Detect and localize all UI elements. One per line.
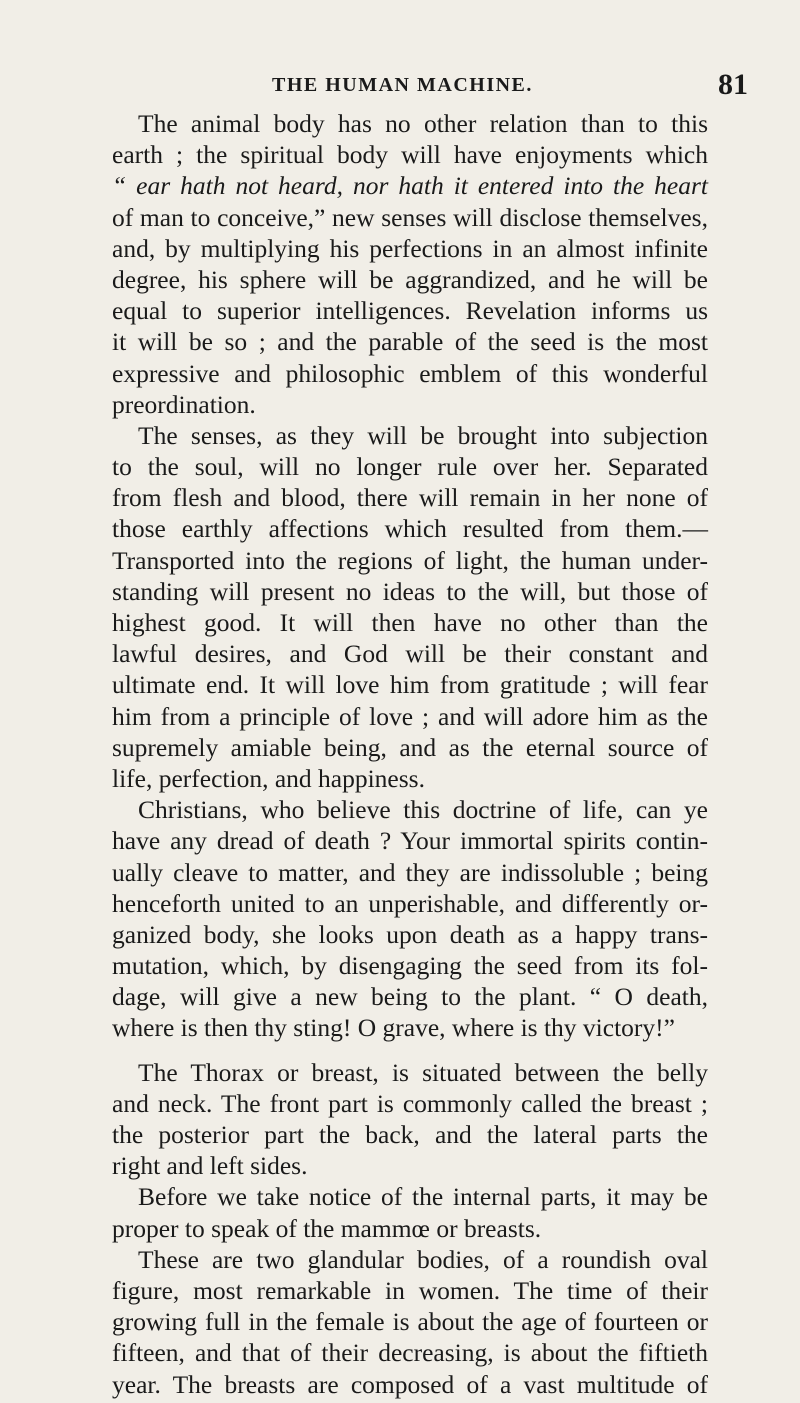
- page-number: 81: [718, 68, 748, 101]
- text-line: equal to superior intelligences. Revelation informs us: [112, 296, 708, 326]
- text-line: life, perfection, and happiness.: [112, 763, 425, 793]
- text-line: and, by multiplying his perfections in an almost infinite: [112, 233, 708, 263]
- text-line: lawful desires, and God will be their constant and: [112, 639, 708, 669]
- text-line: degree, his sphere will be aggrandized, and he will be: [112, 264, 708, 294]
- text-line: and neck. The front part is commonly called the breast ;: [112, 1088, 708, 1118]
- text-line: of man to conceive,” new senses will disclose themselves,: [112, 202, 708, 232]
- paragraph: [112, 1181, 708, 1243]
- text-line: the posterior part the back, and the lateral parts the: [112, 1120, 708, 1149]
- text-line: ganized body, she looks upon death as a happy trans-: [112, 919, 708, 949]
- text-line: fifteen, and that of their decreasing, is about the fiftieth: [112, 1338, 708, 1368]
- text-line: The animal body has no other relation than to this: [138, 109, 708, 138]
- paragraph: [112, 1244, 708, 1400]
- paragraph: [112, 1057, 708, 1182]
- text-line: have any dread of death ? Your immortal spirits contin-: [112, 826, 708, 856]
- text-line: ultimate end. It will love him from gratitude ; will fear: [112, 670, 708, 700]
- text-line: Transported into the regions of light, the human under-: [112, 545, 708, 575]
- text-line: ually cleave to matter, and they are indissoluble ; being: [112, 857, 708, 887]
- text-line: standing will present no ideas to the will, but those of: [112, 576, 708, 606]
- text-line: him from a principle of love ; and will adore him as the: [112, 701, 708, 731]
- text-line: dage, will give a new being to the plant. “ O death,: [112, 982, 708, 1012]
- text-line: from flesh and blood, there will remain in her none of: [112, 483, 708, 513]
- text-line: mutation, which, by disengaging the seed from its fol-: [112, 951, 708, 981]
- text-line: henceforth united to an unperishable, and differently or-: [112, 888, 708, 918]
- running-header: [0, 68, 800, 104]
- paragraph: [112, 420, 708, 794]
- paragraph: [112, 794, 708, 1044]
- running-title: THE HUMAN MACHINE.: [272, 74, 533, 96]
- text-line: highest good. It will then have no other than the: [112, 608, 708, 637]
- text-line: those earthly affections which resulted from them.—: [112, 514, 708, 544]
- text-line: [112, 170, 708, 201]
- text-line: The Thorax or breast, is situated between the belly: [138, 1057, 708, 1087]
- text-line: right and left sides.: [112, 1151, 308, 1181]
- text-line: These are two glandular bodies, of a roundish oval: [138, 1244, 708, 1274]
- text-line: it will be so ; and the parable of the seed is the most: [112, 327, 708, 357]
- text-line: earth ; the spiritual body will have enjoyments which: [112, 140, 708, 170]
- quoted-scripture: “ ear hath not heard, nor hath it entered into the heart: [112, 171, 708, 201]
- text-line: proper to speak of the mammœ or breasts.: [112, 1213, 542, 1243]
- body-text: [112, 108, 708, 1400]
- text-line: supremely amiable being, and as the eternal source of: [112, 732, 708, 762]
- text-line: figure, most remarkable in women. The time of their: [112, 1275, 708, 1305]
- text-line: growing full in the female is about the age of fourteen or: [112, 1307, 708, 1337]
- paragraph: [112, 108, 708, 420]
- text-line: The senses, as they will be brought into subjection: [138, 420, 708, 450]
- text-line: to the soul, will no longer rule over her. Separated: [112, 452, 708, 482]
- section-gap: [112, 1044, 708, 1057]
- text-line: year. The breasts are composed of a vast multitude of: [112, 1369, 708, 1399]
- text-line: Christians, who believe this doctrine of life, can ye: [138, 795, 708, 825]
- text-line: where is then thy sting! O grave, where is thy victory!”: [112, 1013, 675, 1043]
- text-line: expressive and philosophic emblem of this wonderful: [112, 358, 708, 388]
- text-line: preordination.: [112, 389, 256, 419]
- text-line: Before we take notice of the internal parts, it may be: [138, 1182, 708, 1212]
